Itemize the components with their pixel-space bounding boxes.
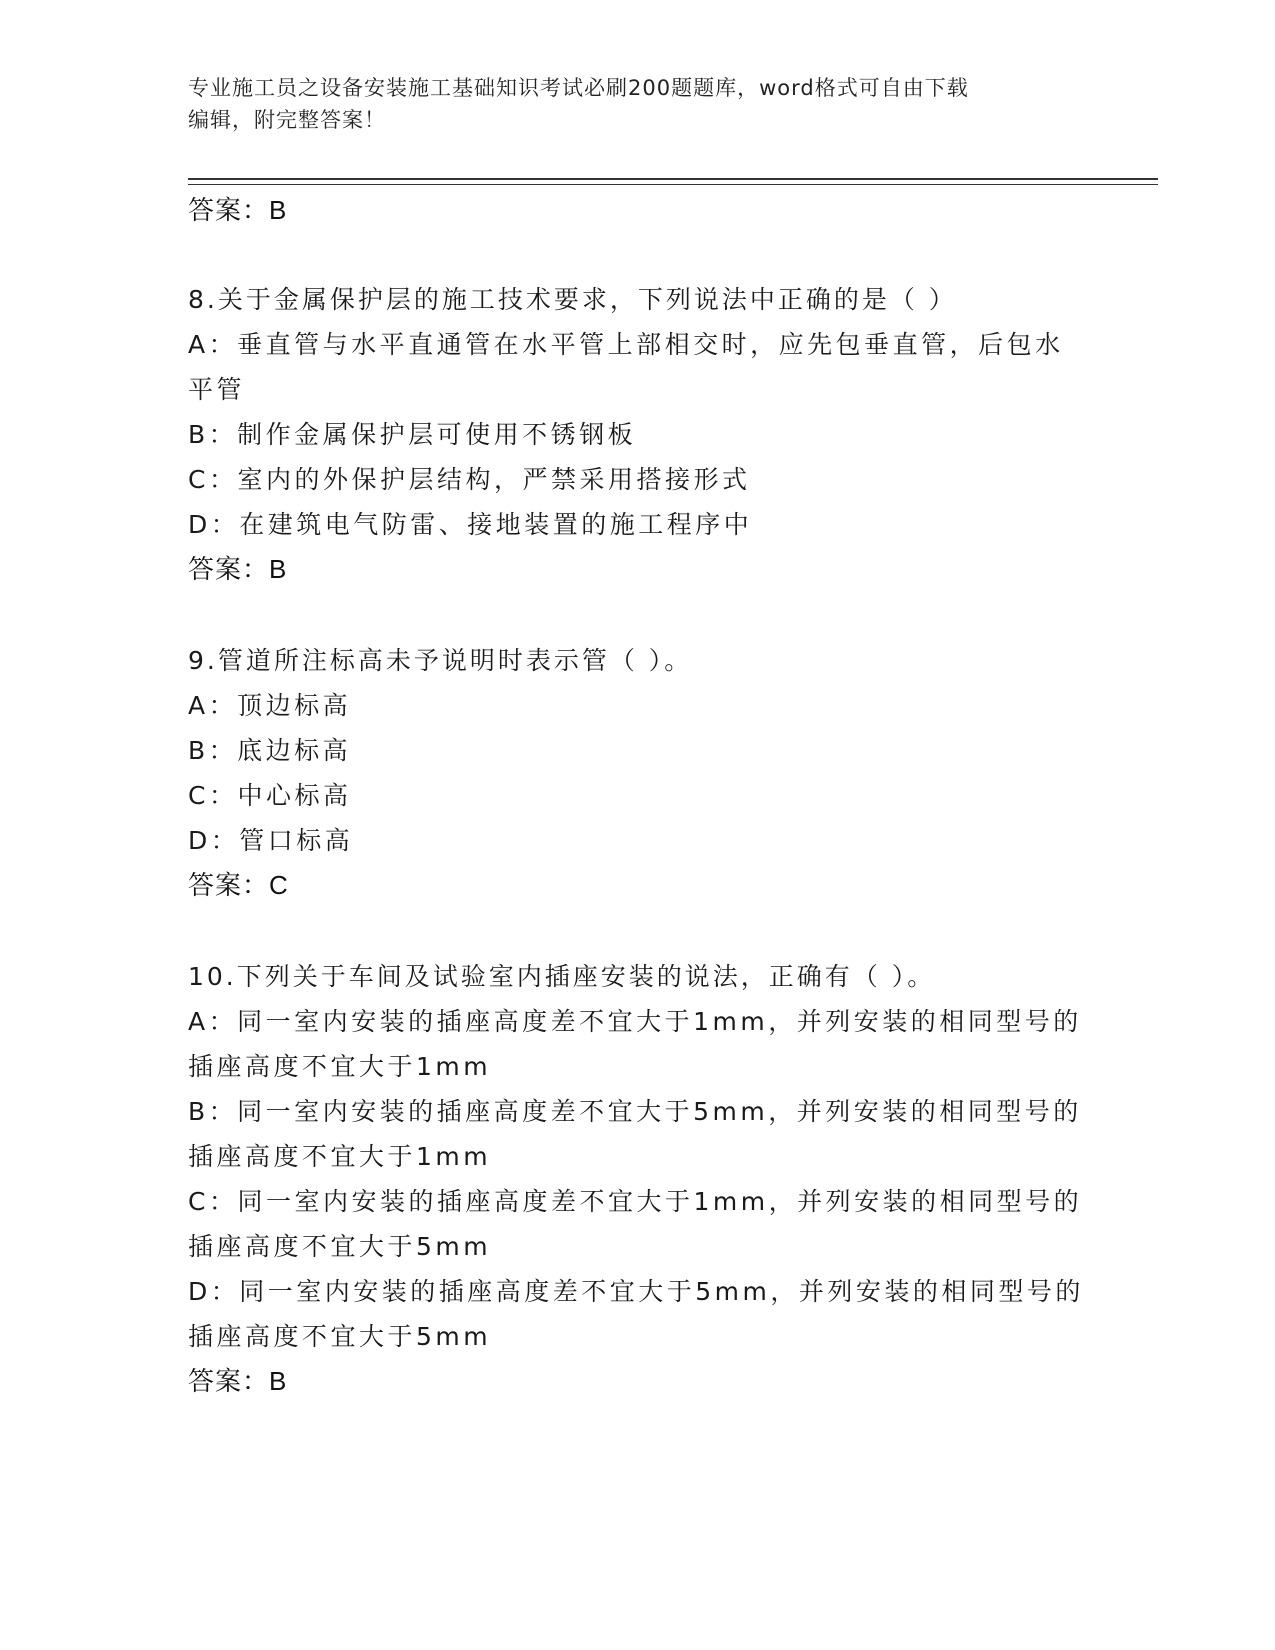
- header-line-1: 专业施工员之设备安装施工基础知识考试必刷200题题库，word格式可自由下载: [188, 76, 969, 100]
- option-c: C：室内的外保护层结构，严禁采用搭接形式: [188, 465, 751, 494]
- option-a: A：垂直管与水平直通管在水平管上部相交时，应先包垂直管，后包水: [188, 330, 1064, 359]
- previous-answer: 答案：B: [188, 195, 288, 225]
- option-a-continued: 插座高度不宜大于1mm: [188, 1052, 492, 1081]
- option-a: A：同一室内安装的插座高度差不宜大于1mm，并列安装的相同型号的: [188, 1007, 1082, 1036]
- answer: 答案：C: [188, 870, 289, 900]
- question-list: [188, 188, 1088, 1404]
- question-title: 10.下列关于车间及试验室内插座安装的说法，正确有（ ）。: [188, 962, 936, 991]
- option-b: B：制作金属保护层可使用不锈钢板: [188, 420, 637, 449]
- option-c: C：同一室内安装的插座高度差不宜大于1mm，并列安装的相同型号的: [188, 1187, 1083, 1216]
- option-b: B：同一室内安装的插座高度差不宜大于5mm，并列安装的相同型号的: [188, 1097, 1082, 1126]
- header-line-2: 编辑，附完整答案！: [188, 108, 386, 132]
- option-d-continued: 插座高度不宜大于5mm: [188, 1322, 492, 1351]
- answer: 答案：B: [188, 554, 288, 584]
- header-divider-thin: [188, 184, 1158, 185]
- spacer: [188, 908, 1088, 954]
- option-c: C：中心标高: [188, 781, 352, 810]
- question-title: 9.管道所注标高未予说明时表示管（ ）。: [188, 646, 693, 675]
- option-c-continued: 插座高度不宜大于5mm: [188, 1232, 492, 1261]
- document-header: [188, 72, 1088, 136]
- option-d: D：在建筑电气防雷、接地装置的施工程序中: [188, 510, 753, 539]
- option-d: D：同一室内安装的插座高度差不宜大于5mm，并列安装的相同型号的: [188, 1277, 1084, 1306]
- option-b-continued: 插座高度不宜大于1mm: [188, 1142, 492, 1171]
- question-title: 8.关于金属保护层的施工技术要求，下列说法中正确的是（ ）: [188, 285, 957, 314]
- question-10: [188, 954, 1088, 1404]
- spacer: [188, 592, 1088, 638]
- question-8: [188, 277, 1088, 592]
- option-d: D：管口标高: [188, 826, 354, 855]
- option-b: B：底边标高: [188, 736, 352, 765]
- question-9: [188, 638, 1088, 908]
- option-a-continued: 平管: [188, 375, 246, 404]
- option-a: A：顶边标高: [188, 691, 352, 720]
- answer: 答案：B: [188, 1366, 288, 1396]
- header-divider-thick: [188, 178, 1158, 180]
- spacer: [188, 233, 1088, 277]
